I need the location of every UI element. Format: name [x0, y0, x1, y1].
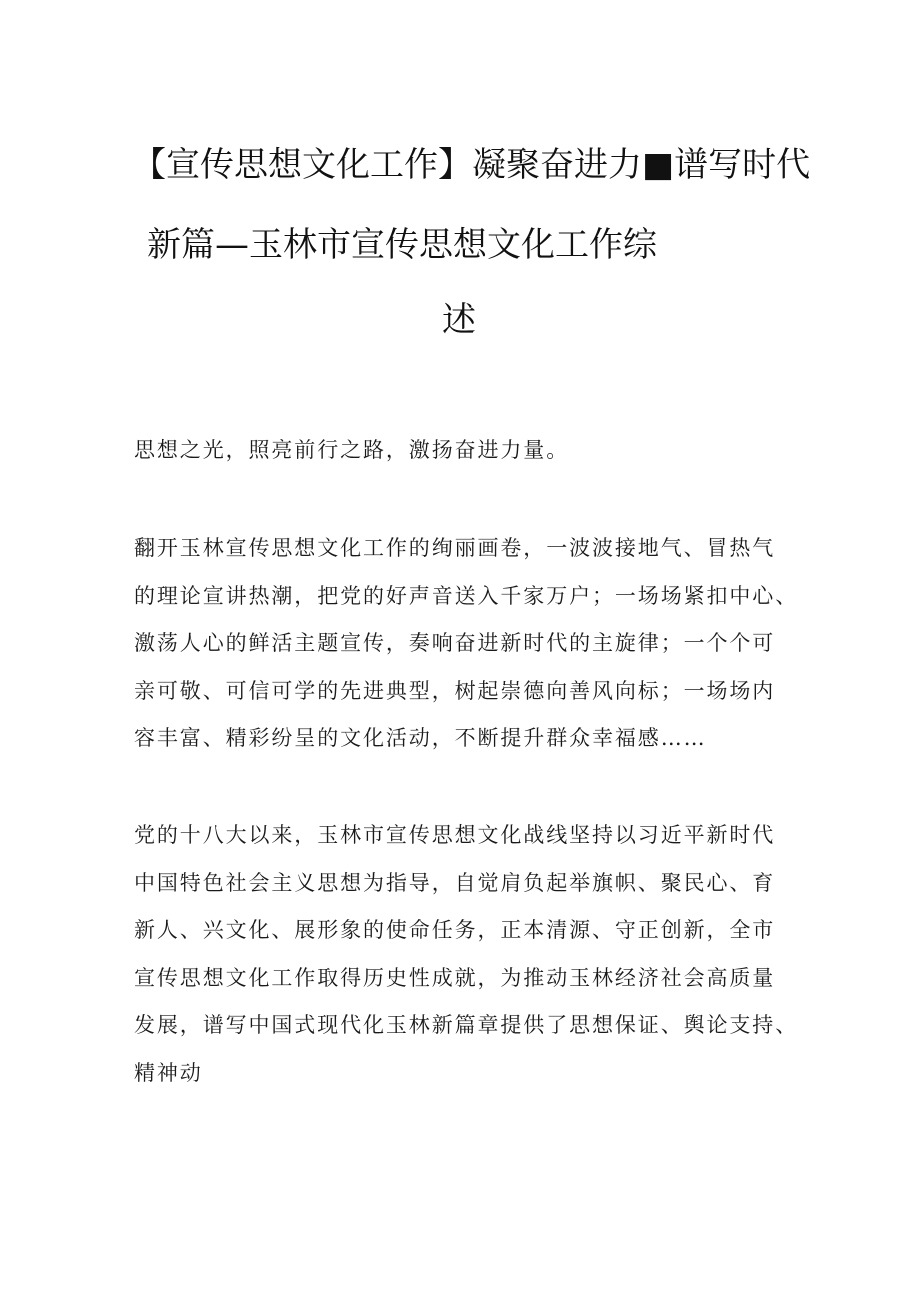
paragraph-line: 容丰富、精彩纷呈的文化活动，不断提升群众幸福感……	[134, 726, 707, 750]
title-line: 述	[442, 300, 476, 340]
paragraph-intro	[134, 427, 814, 475]
title-line: 【宣传思想文化工作】凝聚奋进力■谱写时代	[132, 145, 811, 185]
paragraph-line: 宣传思想文化工作取得历史性成就，为推动玉林经济社会高质量	[134, 965, 776, 990]
paragraph-line: 新人、兴文化、展形象的使命任务，正本清源、守正创新，全市	[134, 918, 776, 942]
paragraph-overview	[134, 525, 814, 763]
title-line: 新篇—玉林市宣传思想文化工作综	[147, 225, 657, 265]
paragraph-line: 精神动	[134, 1060, 203, 1085]
paragraph-line: 亲可敬、可信可学的先进典型，树起崇德向善风向标；一场场内	[134, 678, 776, 703]
paragraph-line: 发展，谱写中国式现代化玉林新篇章提供了思想保证、舆论支持、	[134, 1013, 799, 1037]
paragraph-achievements	[134, 812, 814, 1097]
paragraph-line: 的理论宣讲热潮，把党的好声音送入千家万户；一场场紧扣中心、	[134, 583, 799, 608]
paragraph-line: 中国特色社会主义思想为指导，自觉肩负起举旗帜、聚民心、育	[134, 870, 776, 895]
paragraph-line: 思想之光，照亮前行之路，激扬奋进力量。	[134, 438, 570, 462]
paragraph-line: 党的十八大以来，玉林市宣传思想文化战线坚持以习近平新时代	[134, 823, 776, 847]
paragraph-line: 激荡人心的鲜活主题宣传，奏响奋进新时代的主旋律；一个个可	[134, 631, 776, 655]
paragraph-line: 翻开玉林宣传思想文化工作的绚丽画卷，一波波接地气、冒热气	[134, 536, 776, 560]
